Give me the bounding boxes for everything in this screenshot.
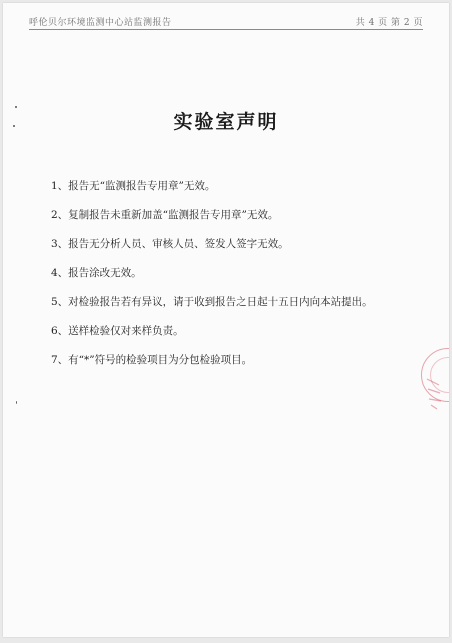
header-page-number: 共 4 页 第 2 页 [355, 18, 423, 28]
declaration-item: 6、送样检验仅对来样负责。 [51, 325, 184, 337]
page-title: 实验室声明 [173, 111, 279, 133]
declaration-list [51, 179, 425, 382]
scan-speck [16, 401, 17, 404]
page-header [29, 13, 423, 30]
declaration-item: 4、报告涂改无效。 [51, 267, 142, 279]
declaration-item: 5、对检验报告若有异议，请于收到报告之日起十五日内向本站提出。 [51, 296, 373, 308]
header-report-name: 呼伦贝尔环境监测中心站监测报告 [29, 18, 172, 28]
declaration-item: 1、报告无“监测报告专用章”无效。 [51, 180, 216, 192]
declaration-item: 2、复制报告未重新加盖“监测报告专用章”无效。 [51, 209, 279, 221]
seal-fragment-icon [425, 375, 443, 411]
declaration-item: 7、有“*”符号的检验项目为分包检验项目。 [51, 354, 253, 366]
document-page [3, 3, 449, 637]
declaration-item: 3、报告无分析人员、审核人员、签发人签字无效。 [51, 238, 289, 250]
